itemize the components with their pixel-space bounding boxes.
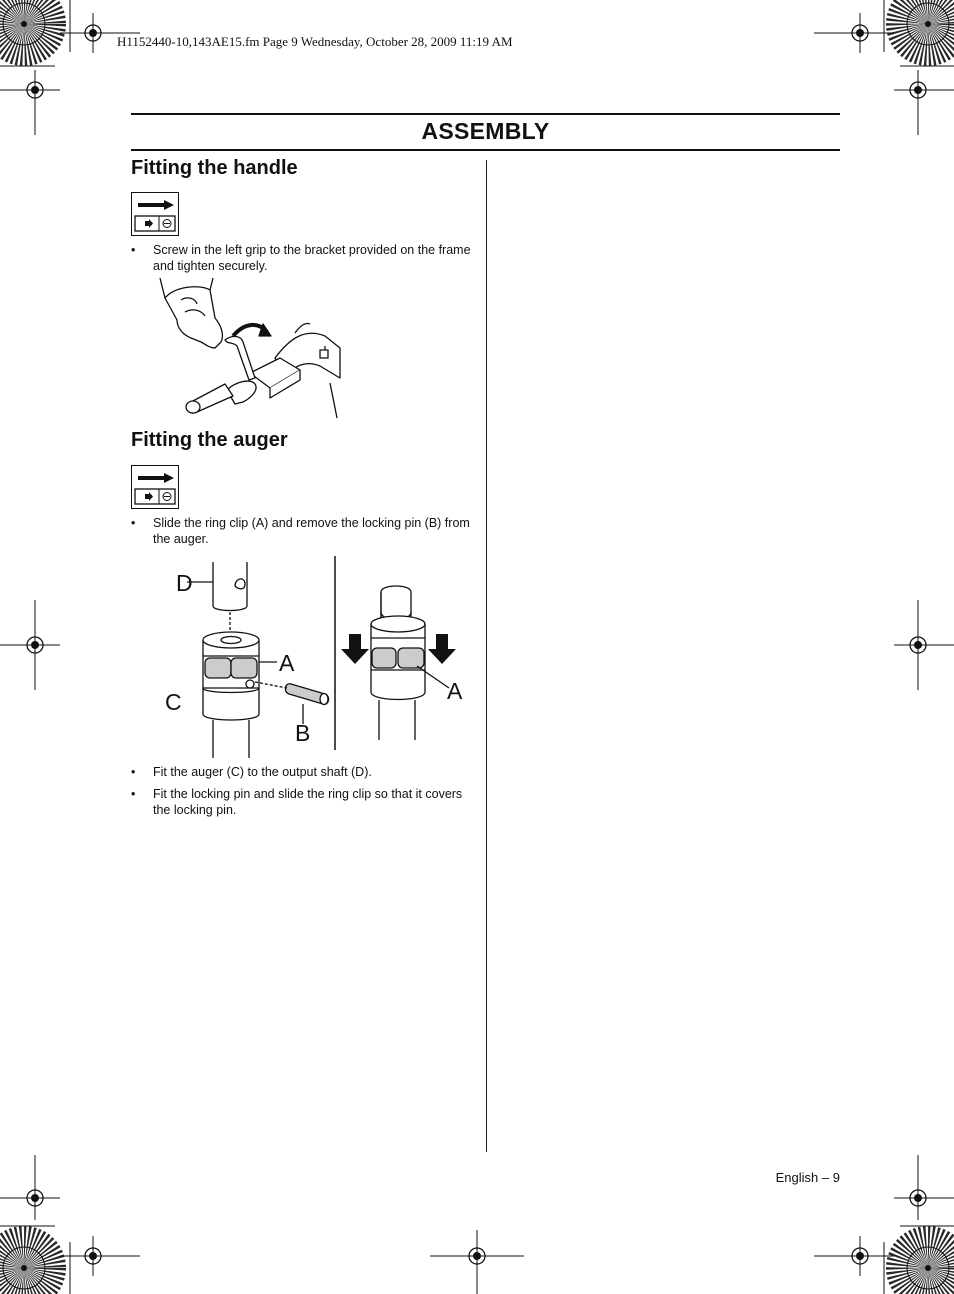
bullet-dot: • <box>131 516 136 530</box>
bullet-dot: • <box>131 787 136 801</box>
auger-bullet-3-text: Fit the locking pin and slide the ring clip so that it covers the locking pin. <box>153 787 463 817</box>
handle-heading: Fitting the handle <box>131 157 298 179</box>
section-title: ASSEMBLY <box>421 118 550 144</box>
auger-illustration <box>155 554 475 760</box>
label-b: B <box>295 720 311 746</box>
file-header: H1152440-10,143AE15.fm Page 9 Wednesday, October 28, 2009 11:19 AM <box>117 34 513 49</box>
handle-bullet-1-text: Screw in the left grip to the bracket provided on the frame and tighten securely. <box>153 243 471 273</box>
column-divider <box>486 160 487 1152</box>
bullet-dot: • <box>131 243 136 257</box>
auger-bullet-2-text: Fit the auger (C) to the output shaft (D). <box>153 765 372 779</box>
auger-bullet-1-text: Slide the ring clip (A) and remove the locking pin (B) from the auger. <box>153 516 470 546</box>
handle-illustration <box>155 278 345 426</box>
auger-heading: Fitting the auger <box>131 429 288 451</box>
title-rule-top <box>131 113 840 115</box>
page-footer <box>776 1170 840 1185</box>
bullet-dot: • <box>131 765 136 779</box>
footer-language: English <box>775 1170 819 1185</box>
assembly-arrow-icon <box>131 192 179 236</box>
title-rule-bottom <box>131 149 840 151</box>
auger-bullet-1 <box>131 515 471 547</box>
footer-page-number: 9 <box>832 1170 840 1185</box>
label-c: C <box>165 689 182 715</box>
assembly-arrow-icon <box>131 465 179 509</box>
label-a-assembled: A <box>447 678 463 704</box>
auger-bullet-2 <box>131 764 471 780</box>
label-d: D <box>176 570 193 596</box>
handle-bullet-1 <box>131 242 471 274</box>
label-a: A <box>279 650 295 676</box>
auger-bullet-3 <box>131 786 471 818</box>
footer-separator: – <box>821 1170 830 1185</box>
